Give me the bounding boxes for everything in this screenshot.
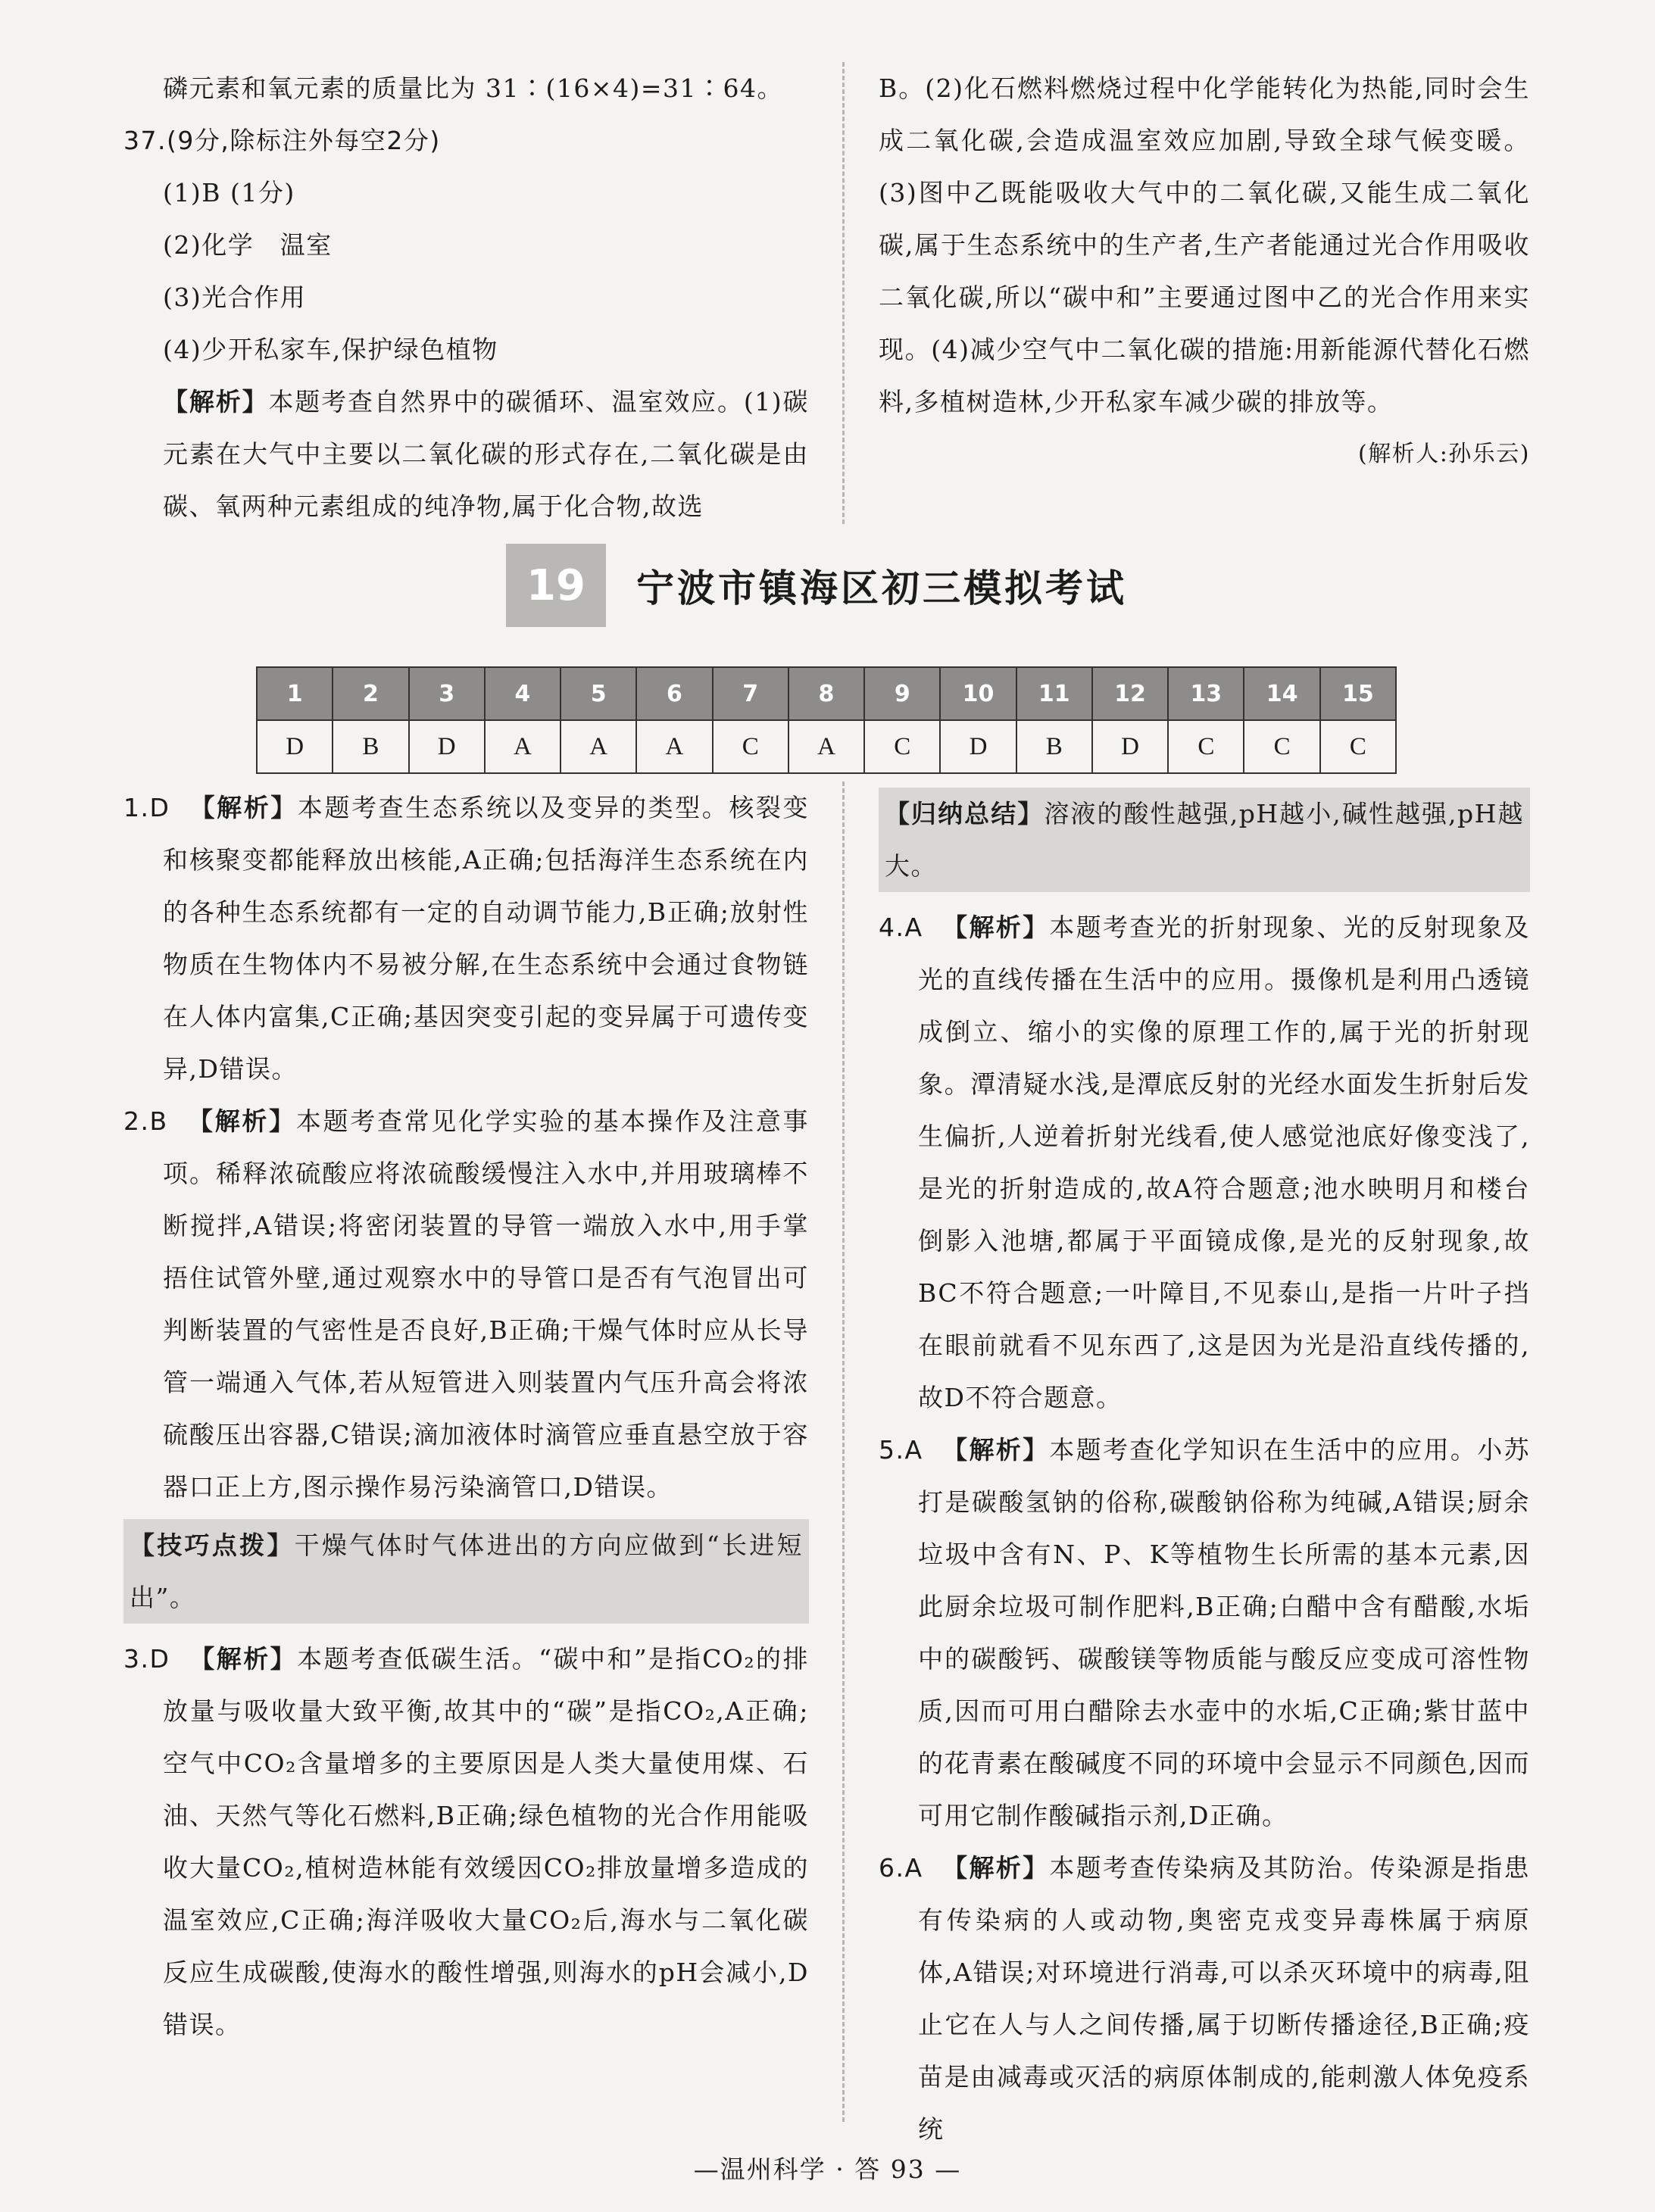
q6-item: [879, 1842, 1530, 2155]
q2-item: [123, 1095, 809, 1513]
question-number: 12: [1092, 667, 1168, 720]
q37-answer-2: (2)化学 温室: [163, 230, 333, 260]
q37-analysis-text: 本题考查自然界中的碳循环、温室效应。(1)碳元素在大气中主要以二氧化碳的形式存在,二氧化碳是由碳、氧两种元素组成的纯净物,属于化合物,故选: [163, 387, 809, 521]
answer-cell: C: [864, 720, 940, 773]
answer-cell: A: [788, 720, 864, 773]
q1-text: 本题考查生态系统以及变异的类型。核裂变和核聚变都能释放出核能,A正确;包括海洋生态系统在内的各种生态系统都有一定的自动调节能力,B正确;放射性物质在生物体内不易被分解,在生态系统中会通过食物链在人体内富集,C正确;基因突变引起的变异属于可遗传变异,D错误。: [163, 793, 810, 1084]
q1-number: 1.D: [123, 793, 170, 822]
analysis-tag: 【解析】: [942, 1435, 1050, 1465]
q5-number: 5.A: [879, 1435, 923, 1465]
tip-text: 干燥气体时气体进出的方向应做到“长进短出”。: [130, 1530, 803, 1612]
answer-cell: A: [636, 720, 712, 773]
answer-cell: B: [1016, 720, 1092, 773]
answer-table: [256, 666, 1397, 774]
question-number: 1: [257, 667, 333, 720]
analysis-tag: 【解析】: [942, 1853, 1050, 1883]
answer-cell: A: [485, 720, 561, 773]
answer-cell: A: [561, 720, 636, 773]
question-number: 5: [561, 667, 636, 720]
answer-cell: D: [409, 720, 485, 773]
q37-analysis-continued: B。(2)化石燃料燃烧过程中化学能转化为热能,同时会生成二氧化碳,会造成温室效应加剧,导致全球气候变暖。(3)图中乙既能吸收大气中的二氧化碳,又能生成二氧化碳,属于生态系统中的生产者,生产者能通过光合作用吸收二氧化碳,所以“碳中和”主要通过图中乙的光合作用来实现。(4)减少空气中二氧化碳的措施:用新能源代替化石燃料,多植树造林,少开私家车减少碳的排放等。: [879, 73, 1530, 417]
question-number: 6: [636, 667, 712, 720]
question-number: 14: [1244, 667, 1319, 720]
answer-cell: C: [1320, 720, 1396, 773]
answer-table-answers: [257, 720, 1396, 773]
q5-text: 本题考查化学知识在生活中的应用。小苏打是碳酸氢钠的俗称,碳酸钠俗称为纯碱,A错误;厨余垃圾中含有N、P、K等植物生长所需的基本元素,因此厨余垃圾可制作肥料,B正确;白醋中含有醋酸,水垢中的碳酸钙、碳酸镁等物质能与酸反应变成可溶性物质,因而可用白醋除去水壶中的水垢,C正确;紫甘蓝中的花青素在酸碱度不同的环境中会显示不同颜色,因而可用它制作酸碱指示剂,D正确。: [918, 1435, 1531, 1830]
summary-box: [879, 788, 1530, 892]
answer-cell: D: [940, 720, 1016, 773]
answer-cell: C: [713, 720, 788, 773]
answer-cell: C: [1244, 720, 1319, 773]
analyst-credit: (解析人:孙乐云): [1357, 441, 1530, 467]
top-left-column: [123, 62, 809, 532]
q1-item: [123, 782, 809, 1095]
q2-text: 本题考查常见化学实验的基本操作及注意事项。稀释浓硫酸应将浓硫酸缓慢注入水中,并用玻璃棒不断搅拌,A错误;将密闭装置的导管一端放入水中,用手掌捂住试管外壁,通过观察水中的导管口是否有气泡冒出可判断装置的气密性是否良好,B正确;干燥气体时应从长导管一端通入气体,若从短管进入则装置内气压升高会将浓硫酸压出容器,C错误;滴加液体时滴管应垂直悬空放于容器口正上方,图示操作易污染滴管口,D错误。: [163, 1106, 810, 1502]
question-number: 7: [713, 667, 788, 720]
exam-title: 宁波市镇海区初三模拟考试: [636, 566, 1127, 610]
answer-cell: B: [333, 720, 408, 773]
exam-number: 19: [506, 544, 606, 627]
q4-text: 本题考查光的折射现象、光的反射现象及光的直线传播在生活中的应用。摄像机是利用凸透镜成倒立、缩小的实像的原理工作的,属于光的折射现象。潭清疑水浅,是潭底反射的光经水面发生折射后发生偏折,人逆着折射光线看,使人感觉池底好像变浅了,是光的折射造成的,故A符合题意;池水映明月和楼台倒影入池塘,都属于平面镜成像,是光的反射现象,故BC不符合题意;一叶障目,不见泰山,是指一片叶子挡在眼前就看不见东西了,这是因为光是沿直线传播的,故D不符合题意。: [918, 913, 1531, 1412]
question-number: 8: [788, 667, 864, 720]
exam-banner: [506, 544, 1127, 627]
analysis-tag: 【解析】: [188, 1106, 296, 1136]
question-number: 9: [864, 667, 940, 720]
q37-analysis: [123, 376, 809, 532]
q37-answer-1: (1)B (1分): [163, 178, 295, 207]
q4-number: 4.A: [879, 913, 923, 942]
q37-header: 37.(9分,除标注外每空2分): [123, 126, 441, 155]
question-number: 3: [409, 667, 485, 720]
answer-cell: D: [1092, 720, 1168, 773]
answer-cell: D: [257, 720, 333, 773]
analysis-tag: 【解析】: [163, 387, 269, 417]
q4-item: [879, 901, 1530, 1424]
q6-number: 6.A: [879, 1853, 923, 1883]
tip-tag: 【技巧点拨】: [130, 1530, 295, 1560]
question-number: 11: [1016, 667, 1092, 720]
analysis-tag: 【解析】: [942, 913, 1050, 942]
q3-number: 3.D: [123, 1644, 170, 1674]
column-divider-top: [842, 62, 845, 524]
q5-item: [879, 1424, 1530, 1842]
q37-answer-3: (3)光合作用: [163, 282, 307, 312]
q37-answer-4: (4)少开私家车,保护绿色植物: [163, 335, 498, 364]
answer-cell: C: [1168, 720, 1244, 773]
analysis-tag: 【解析】: [189, 1644, 298, 1674]
q3-text: 本题考查低碳生活。“碳中和”是指CO₂的排放量与吸收量大致平衡,故其中的“碳”是指CO₂,A正确;空气中CO₂含量增多的主要原因是人类大量使用煤、石油、天然气等化石燃料,B正确;绿色植物的光合作用能吸收大量CO₂,植树造林能有效缓因CO₂排放量增多造成的温室效应,C正确;海洋吸收大量CO₂后,海水与二氧化碳反应生成碳酸,使海水的酸性增强,则海水的pH会减小,D错误。: [163, 1644, 810, 2039]
q36-tail: 磷元素和氧元素的质量比为 31∶(16×4)=31∶64。: [163, 73, 783, 103]
q3-item: [123, 1633, 809, 2051]
summary-text: 溶液的酸性越强,pH越小,碱性越强,pH越大。: [885, 799, 1525, 881]
bottom-right-column: [879, 782, 1530, 2155]
question-number: 2: [333, 667, 408, 720]
analysis-tag: 【解析】: [189, 793, 298, 822]
summary-tag: 【归纳总结】: [885, 799, 1045, 828]
question-number: 10: [940, 667, 1016, 720]
question-number: 4: [485, 667, 561, 720]
q6-text: 本题考查传染病及其防治。传染源是指患有传染病的人或动物,奥密克戎变异毒株属于病原体,A错误;对环境进行消毒,可以杀灭环境中的病毒,阻止它在人与人之间传播,属于切断传播途径,B正确;疫苗是由减毒或灭活的病原体制成的,能刺激人体免疫系统: [918, 1853, 1531, 2144]
tip-box: [123, 1519, 809, 1624]
question-number: 15: [1320, 667, 1396, 720]
column-divider-bottom: [842, 782, 845, 2122]
top-right-column: [879, 62, 1530, 480]
bottom-left-column: [123, 782, 809, 2051]
question-number: 13: [1168, 667, 1244, 720]
q2-number: 2.B: [123, 1106, 168, 1136]
answer-table-numbers: [257, 667, 1396, 720]
page-footer: —温州科学 · 答 93 —: [693, 2154, 962, 2184]
